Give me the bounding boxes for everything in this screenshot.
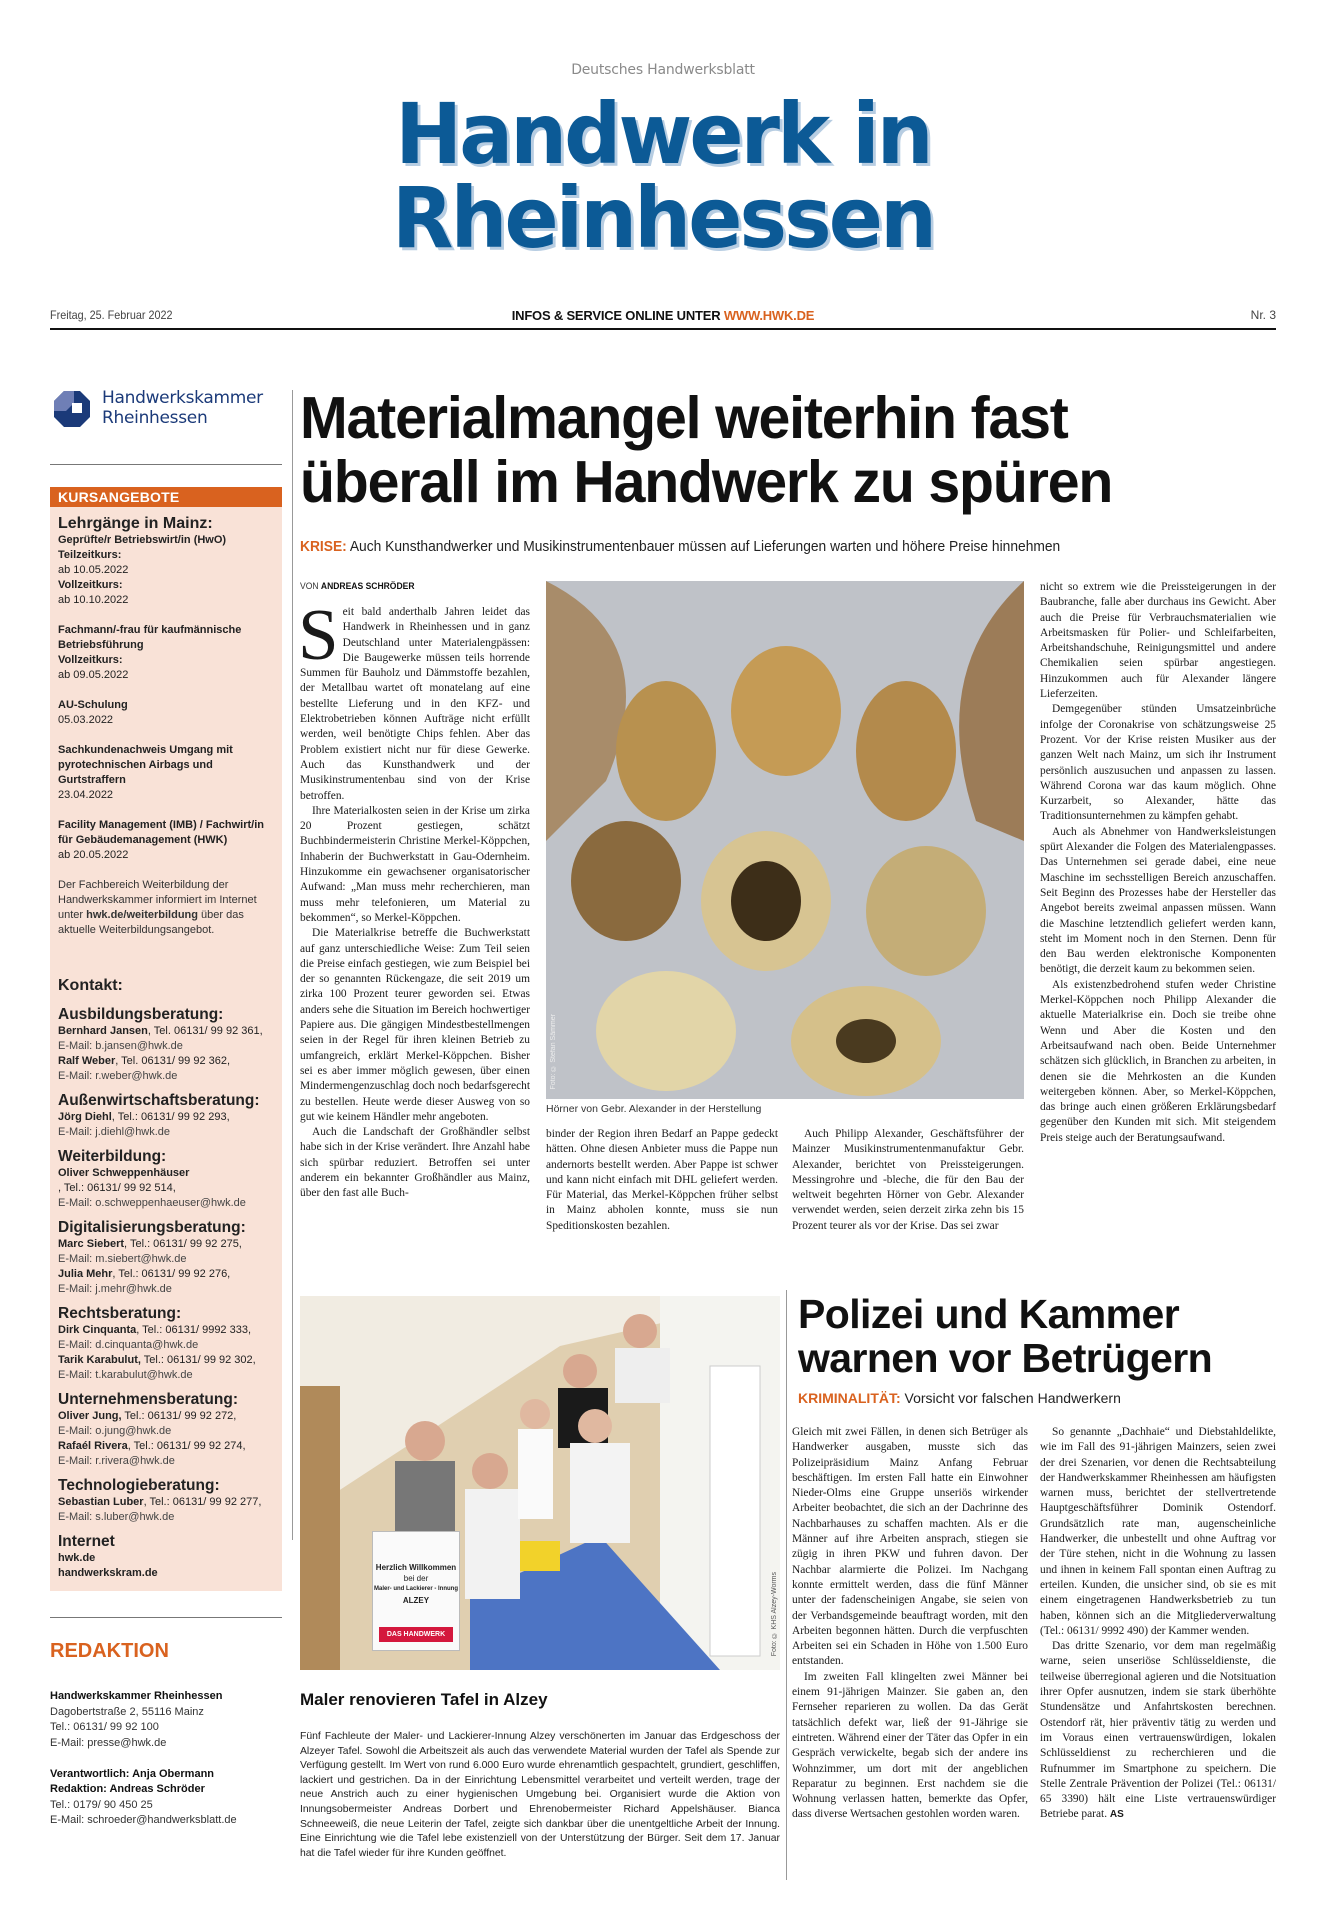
email-link[interactable]: E-Mail: o.schweppenhaeuser@hwk.de: [58, 1197, 246, 1209]
hwk-logo: [50, 386, 282, 436]
contact-weiterbildung: Weiterbildung: Oliver Schweppenhäuser , Tel.: 06131/ 99 92 514, E-Mail: o.schweppenhaeuser@hwk.de: [58, 1148, 246, 1209]
kontakt-title: Kontakt:: [58, 977, 123, 994]
infos-banner: [50, 308, 1276, 323]
email-link[interactable]: E-Mail: m.siebert@hwk.de: [58, 1253, 187, 1265]
column-rule: [292, 390, 293, 1540]
course-item: AU-Schulung 05.03.2022: [58, 699, 128, 726]
redaktion-title: REDAKTION: [50, 1640, 169, 1662]
tafel-photo: [300, 1296, 780, 1670]
main-tag: KRISE:: [300, 538, 347, 555]
main-article-column-2: binder der Region ihren Bedarf an Pappe gedeckt hätten. Ohne diesen Anbieter muss die Pappe nun andernorts bestellt werden. Aber Pappe ist schwer und kann nicht einfach mit DHL geliefert werden. Für Material, das Merkel-Köppchen früher selbst in Mainz abholen konnte, muss sie nun Speditionskosten bezahlen.: [546, 1128, 778, 1232]
author-signature: AS: [1109, 1809, 1124, 1821]
contact-technologie: Technologieberatung: Sebastian Luber, Tel.: 06131/ 99 92 277, E-Mail: s.luber@hwk.de: [58, 1477, 262, 1523]
email-link[interactable]: E-Mail: b.jansen@hwk.de: [58, 1040, 183, 1052]
horns-image: [546, 581, 1024, 1099]
masthead-divider: [50, 328, 1276, 330]
infos-prefix: INFOS & SERVICE ONLINE UNTER: [511, 308, 724, 323]
main-article-column-1: Seit bald anderthalb Jahren leidet das Handwerk in Rheinhessen und in ganz Deutschland unter Materialengpässen: Die Baugewerke müssen teils horrende Summen für Bauholz und Dämmstoffe bezahlen, der Metallbau wartet oft monatelang auf eine bestellte Lieferung und in den KFZ- und Elektrobetrieben können Aufträge nicht erfüllt werden, weil benötigte Chips fehlen. Aber das Problem existiert nicht nur für diese Gewerke. Auch das Kunsthandwerk und der Musikinstrumentenbau sind von der Krise betroffen. Ihre Materialkosten seien in der Krise um zirka 20 Prozent gestiegen, schätzt Buchbindermeisterin Christine Merkel-Köppchen, Inhaberin der Buchwerkstatt in Gau-Odernheim. Hinzukomme ein gewachsener organisatorischer Aufwand: „Man muss mehr recherchieren, man muss mehr telefonieren, um Material zu bekommen“, so Merkel-Köppchen. Die Materialkrise betreffe die Buchwerkstatt auf ganz unterschiedliche Weise: Zum Teil seien die Preise einfach gestiegen, wie zum Beispiel bei der so genannten Rückengaze, die seit 2019 um zirka 100 Prozent teurer geworden sei. Etwas anders sehe die Situation im Bereich hochwertiger Papiere aus. Die gängigen Mindestbestellmengen seien in der Regel für ihren kleinen Betrieb zu umfangreich, erklärt Merkel-Köppchen. Bisher sei es aber immer möglich gewesen, über einen Mindermengenzuschlag doch noch bedarfsgerecht zu bestellen. Heute werde dieser Ausweg von so gut wie keinem Händler mehr angeboten. Auch die Landschaft der Großhändler selbst habe sich in der Krise verändert. Ihre Anzahl habe sich spürbar reduziert. Betroffen sei unter anderem ein bekannter Großhändler aus Mainz, über den fast alle Buch-: [298, 594, 530, 1200]
hwk-link[interactable]: WWW.HWK.DE: [723, 308, 815, 323]
course-item: Geprüfte/r Betriebswirt/in (HwO) Teilzeitkurs: ab 10.05.2022 Vollzeitkurs: ab 10.10.2022: [58, 534, 227, 606]
issue-date: Freitag, 25. Februar 2022: [50, 308, 173, 322]
email-link[interactable]: E-Mail: o.jung@hwk.de: [58, 1425, 172, 1437]
email-link[interactable]: E-Mail: j.mehr@hwk.de: [58, 1283, 172, 1295]
horns-photo: [546, 581, 1024, 1099]
police-subhead: KRIMINALITÄT: Vorsicht vor falschen Handwerkern: [798, 1390, 1121, 1406]
email-link[interactable]: E-Mail: r.weber@hwk.de: [58, 1070, 178, 1082]
photo-caption: Hörner von Gebr. Alexander in der Herstellung: [546, 1103, 762, 1115]
email-link[interactable]: E-Mail: d.cinquanta@hwk.de: [58, 1339, 199, 1351]
masthead-line-2: Rheinhessen: [391, 169, 935, 267]
sidebar-divider: [50, 1617, 282, 1618]
innung-sign: Herzlich Willkommen bei der Maler- und Lackierer - Innung ALZEY DAS HANDWERK: [372, 1531, 460, 1651]
tafel-headline: Maler renovieren Tafel in Alzey: [300, 1690, 548, 1709]
sidebar-divider: [50, 464, 282, 465]
redaktion-info: Handwerkskammer Rheinhessen Dagobertstraße 2, 55116 Mainz Tel.: 06131/ 99 92 100 E-Mail: presse@hwk.de Verantwortlich: Anja Obermann Redaktion: Andreas Schröder Tel.: 0179/ 90 450 25 E-Mail: schroeder@handwerksblatt.de: [50, 1690, 237, 1826]
issue-number: Nr. 3: [1250, 308, 1276, 322]
course-item: Sachkundenachweis Umgang mit pyrotechnischen Airbags und Gurtstraffern 23.04.2022: [58, 744, 233, 801]
weiterbildung-link[interactable]: hwk.de/weiterbildung: [86, 909, 198, 921]
police-headline: Polizei und Kammer warnen vor Betrügern: [798, 1291, 1213, 1381]
email-link[interactable]: E-Mail: schroeder@handwerksblatt.de: [50, 1814, 237, 1826]
internet-link[interactable]: hwk.de: [58, 1552, 96, 1564]
police-article-column-1: Gleich mit zwei Fällen, in denen sich Betrüger als Handwerker ausgaben, musste sich das Polizeipräsidium Mainz Anfang Februar beschäftigen. Im ersten Fall hatte ein Einwohner Nieder-Olms eine Gruppe unseriös wirkender Arbeiter beobachtet, die sich an der Dachrinne des Nachbarhauses zu schaffen machten. Als er die Männer auf ihre Arbeiten ansprach, stiegen sie zügig in ihren PKW und fuhren davon. Der Nachbar alarmierte die Polizei. Im Nachgang konnte ermittelt werden, dass die fünf Männer unter der fadenscheinigen Angabe, sie seien von der Verbandsgemeinde beauftragt worden, mit den Arbeiten begonnen hätten. Durch die verpfuschten Arbeiten sei ein Schaden in Höhe von 1.500 Euro entstanden. Im zweiten Fall klingelten zwei Männer bei einem 91-jährigen Mainzer. Sie gaben an, den Fernseher reparieren zu wollen. Da das Gerät tatsächlich defekt war, ließ der 91-Jährige sie eintreten. Während einer der Täter das Opfer in ein Gespräch verwickelte, begab sich der andere ins Wohnzimmer, um dort mit der angeblichen Reparatur zu beginnen. Erst nachdem sie die Wohnung verlassen hatten, bemerkte das Opfer, dass diverse Wertsachen gestohlen worden waren.: [792, 1426, 1028, 1821]
masthead-line-1: Handwerk in: [395, 85, 931, 183]
contact-unternehmen: Unternehmensberatung: Oliver Jung, Tel.: 06131/ 99 92 272, E-Mail: o.jung@hwk.de Rafaél Rivera, Tel.: 06131/ 99 92 274, E-Mail: r.rivera@hwk.de: [58, 1391, 246, 1467]
publisher-kicker: Deutsches Handwerksblatt: [571, 62, 755, 78]
course-item: Fachmann/-frau für kaufmännische Betriebsführung Vollzeitkurs: ab 09.05.2022: [58, 624, 242, 681]
contact-ausbildung: Ausbildungsberatung: Bernhard Jansen, Tel. 06131/ 99 92 361, E-Mail: b.jansen@hwk.de Ralf Weber, Tel. 06131/ 99 92 362, E-Mail: r.weber@hwk.de: [58, 1006, 263, 1082]
byline: VON ANDREAS SCHRÖDER: [300, 581, 415, 592]
masthead: [0, 85, 1326, 267]
email-link[interactable]: E-Mail: r.rivera@hwk.de: [58, 1455, 175, 1467]
hwk-logo-icon: [52, 389, 92, 429]
main-subhead: KRISE: Auch Kunsthandwerker und Musikinstrumentenbauer müssen auf Lieferungen warten und höhere Preise hinnehmen: [300, 538, 1061, 555]
main-article-column-4: nicht so extrem wie die Preissteigerungen in der Baubranche, falle aber durchaus ins Gewicht. Aber auch die Preise für Verbrauchsmaterialien wie Arbeitsmasken für Polier- und Schleifarbeiten, Arbeitshandschuhe, Reinigungsmittel und andere Chemikalien seien spürbar angestiegen. Hinzukommen auch für Alexander längere Lieferzeiten. Demgegenüber stünden Umsatzeinbrüche infolge der Coronakrise von schätzungsweise 25 Prozent. Vor der Krise reisten Musiker aus der ganzen Welt nach Mainz, um sich ihr Instrument persönlich auszusuchen und anpassen zu lassen. Während Corona war das kaum möglich. Ohne Kurzarbeit, so Alexander, hätte das Traditionsunternehmen zu kämpfen gehabt. Auch als Abnehmer von Handwerksleistungen spürt Alexander die Folgen des Materialengpasses. Das Unternehmen sei gerade dabei, eine neue Maschine im sechsstelligen Bereich anzuschaffen. Seit Beginn des Prozesses habe der Hersteller das Angebot bereits zweimal anpassen müssen. Wann die Maschine letztendlich geliefert werden kann, steht im Moment noch in den Sternen. Denn für den Bau werden elektronische Komponenten benötigt, die derzeit kaum zu bekommen seien. Als existenzbedrohend stufen weder Christine Merkel-Köppchen noch Philipp Alexander die aktuelle Materialkrise ein. Doch sie treibe ohne Wenn und Aber die Kosten und den Arbeitsaufwand nach oben. Beide Unternehmer schätzen sich glücklich, in Branchen zu arbeiten, in denen sie die Mehrkosten an die Kunden weitergeben können. Aber, so Merkel-Köppchen, das bringe auch einen größeren Erklärungsbedarf gegenüber den Kunden mit sich. Mit steigendem Preis steige auch der Beratungsaufwand.: [1040, 581, 1276, 1144]
tafel-body: Fünf Fachleute der Maler- und Lackierer-Innung Alzey verschönerten im Januar das Erdgeschoss der Alzeyer Tafel. Sowohl die Arbeitszeit als auch das verwendete Material wurden der Tafel als Spende zur Verfügung gestellt. Im Wert von rund 6.000 Euro wurde ehrenamtlich gespachtelt, grundiert, geschliffen, lackiert und gestrichen. Da in der Einrichtung Lebensmittel verarbeitet und verteilt werden, trage der neue Anstrich auch zu einer hygienischen Umgebung bei. Organisiert wurde die Aktion von Innungsobermeister Andreas Dorbert und Ehrenobermeister Richard Appelshäuser. Bianca Schneeweiß, die neue Leiterin der Tafel, zeigte sich dankbar über die unentgeltliche Arbeit der Innung. Eine Einrichtung wie die Tafel lebe existenziell von der Unterstützung der Bürger. Seit dem 17. Januar hat die Tafel wieder für ihre Kunden geöffnet.: [300, 1731, 780, 1859]
dateline: [50, 308, 1276, 328]
column-rule: [786, 1290, 787, 1880]
police-article-column-2: So genannte „Dachhaie“ und Diebstahldelikte, wie im Fall des 91-jährigen Mainzers, seien zwei der drei Szenarien, vor denen die Rechtsabteilung der Handwerkskammer Rheinhessen am häufigsten warnen muss, berichtet der stellvertretende Hauptgeschäftsführer Dominik Ostendorf. Grundsätzlich rate man, augenscheinliche Handwerker, die unbestellt und ohne Auftrag vor der Türe stehen, nicht in die Wohnung zu lassen und ihnen in keinem Fall spontan einen Auftrag zu erteilen. Kunden, die unsicher sind, ob sie es mit einem eingetragenen Handwerksbetrieb zu tun haben, können sich an die Mitgliederverwaltung (Tel.: 06131/ 9992 490) der Kammer wenden. Das dritte Szenario, vor dem man regelmäßig warne, seien unseriöse Schlüsseldienste, die teilweise überregional agieren und die Notsituation ihrer Opfer ausnutzen, indem sie stark überhöhte Stundensätze und Anfahrtskosten berechnen. Ostendorf rät, hier präventiv tätig zu werden und im Voraus einen vertrauenswürdigen, lokalen Schlüsseldienst zu recherchieren und die Rufnummer im Smartphone zu speichern. Die Stelle Zentrale Prävention der Polizei (Tel.: 06131/ 65 3390) hält eine Liste vertrauenswürdiger Betriebe parat. AS: [1040, 1426, 1276, 1821]
photo-credit: Foto: © Stefan Sämmer: [550, 1013, 557, 1089]
email-link[interactable]: E-Mail: presse@hwk.de: [50, 1736, 167, 1749]
photo-credit: Foto: © KHS Alzey-Worms: [771, 1571, 778, 1656]
kursangebote-box: [50, 507, 282, 1591]
internet-links: Internet hwk.de handwerkskram.de: [58, 1533, 158, 1579]
drop-cap: S: [298, 594, 339, 675]
main-headline: Materialmangel weiterhin fast überall im Handwerk zu spüren: [300, 385, 1113, 515]
hwk-logo-text: Handwerkskammer Rheinhessen: [102, 388, 263, 428]
main-article-column-3: Auch Philipp Alexander, Geschäftsführer der Mainzer Musikinstrumentenmanufaktur Gebr. Alexander, berichtet von Preissteigerungen. Messingrohre und -bleche, die für den Bau der weltweit begehrten Hörner von Gebr. Alexander verwendet werden, seien derzeit zirka zehn bis 15 Prozent teurer als vor der Krise. Das sei zwar: [792, 1128, 1024, 1232]
contact-aussenwirtschaft: Außenwirtschaftsberatung: Jörg Diehl, Tel.: 06131/ 99 92 293, E-Mail: j.diehl@hwk.de: [58, 1092, 260, 1138]
course-item: Facility Management (IMB) / Fachwirt/in für Gebäudemanagement (HWK) ab 20.05.2022: [58, 819, 264, 861]
weiterbildung-note: Der Fachbereich Weiterbildung der Handwerkskammer informiert im Internet unter hwk.de/weiterbildung über das aktuelle Weiterbildungsangebot.: [58, 879, 257, 936]
email-link[interactable]: E-Mail: s.luber@hwk.de: [58, 1511, 175, 1523]
lehrgaenge-title: Lehrgänge in Mainz:: [58, 515, 213, 532]
contact-digitalisierung: Digitalisierungsberatung: Marc Siebert, Tel.: 06131/ 99 92 275, E-Mail: m.siebert@hwk.de Julia Mehr, Tel.: 06131/ 99 92 276, E-Mail: j.mehr@hwk.de: [58, 1219, 246, 1295]
kursangebote-header: KURSANGEBOTE: [50, 487, 282, 507]
email-link[interactable]: E-Mail: t.karabulut@hwk.de: [58, 1369, 193, 1381]
internet-link[interactable]: handwerkskram.de: [58, 1567, 158, 1579]
email-link[interactable]: E-Mail: j.diehl@hwk.de: [58, 1126, 171, 1138]
police-tag: KRIMINALITÄT:: [798, 1390, 901, 1406]
contact-recht: Rechtsberatung: Dirk Cinquanta, Tel.: 06131/ 9992 333, E-Mail: d.cinquanta@hwk.de Tarik Karabulut, Tel.: 06131/ 99 92 302, E-Mail: t.karabulut@hwk.de: [58, 1305, 256, 1381]
sidebar: [50, 386, 282, 1829]
